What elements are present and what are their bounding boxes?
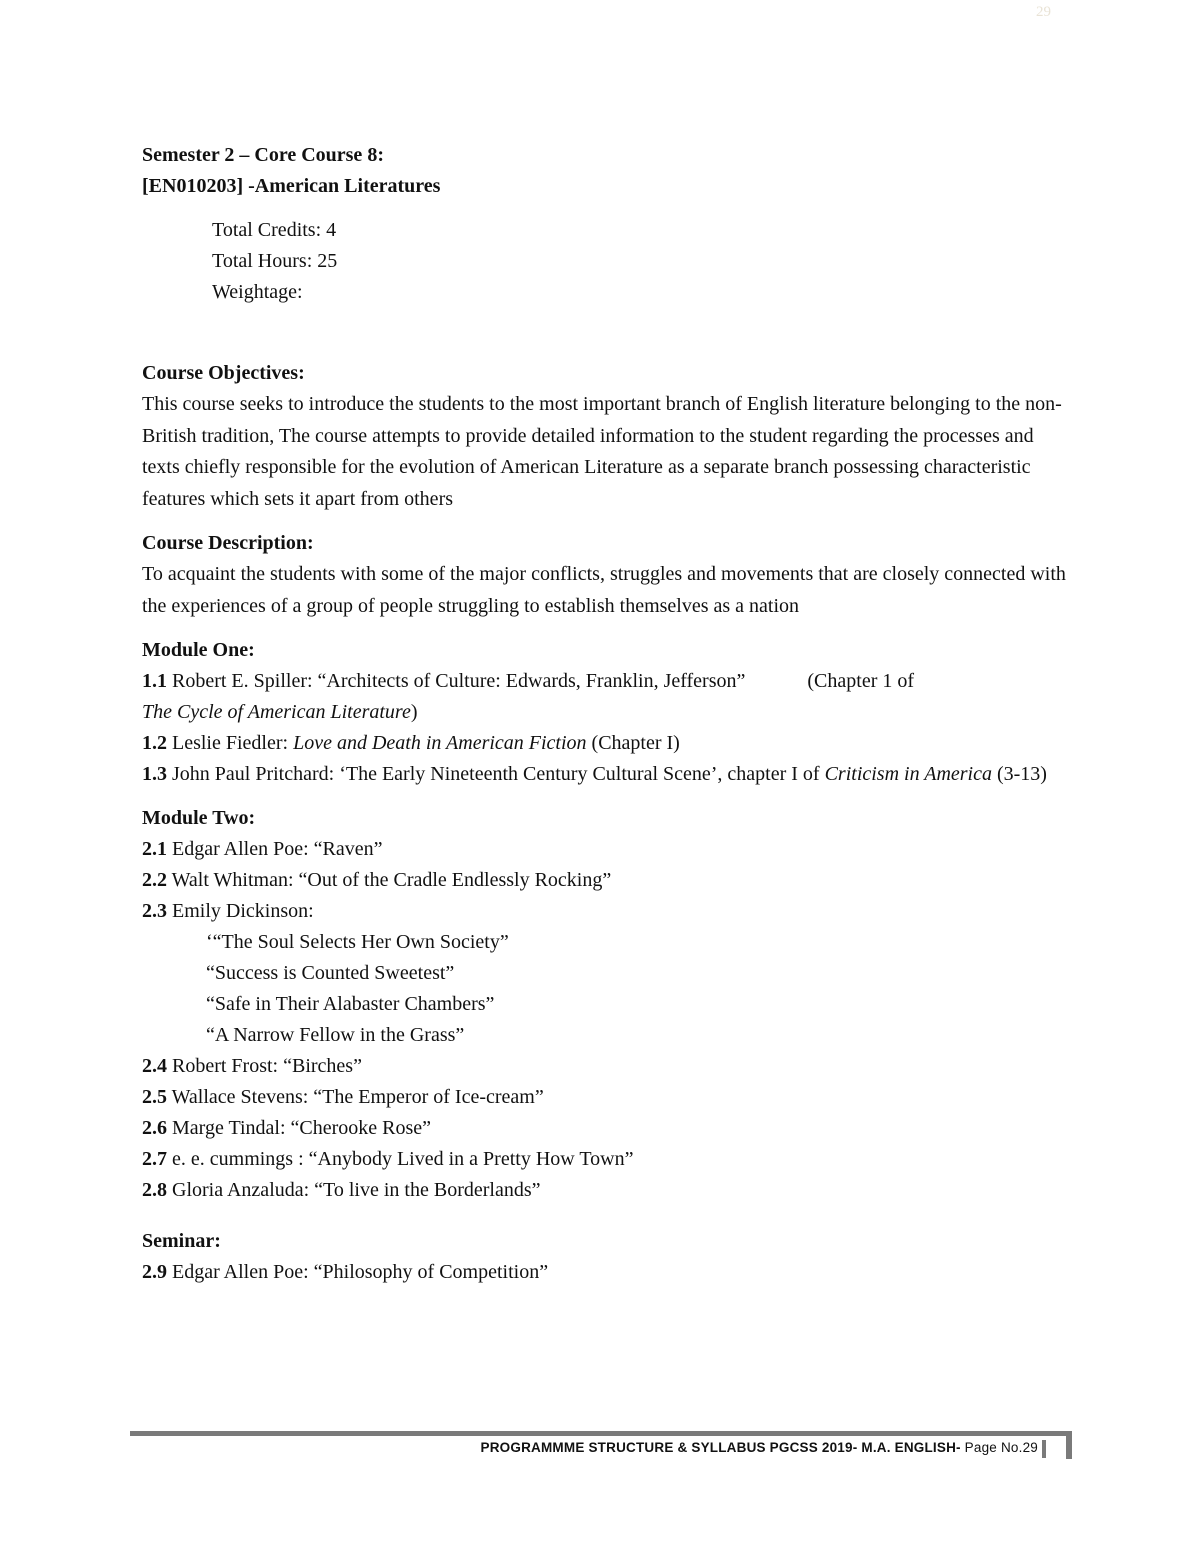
item-number: 2.6 bbox=[142, 1117, 167, 1139]
module-item bbox=[142, 1257, 1072, 1288]
item-number: 2.4 bbox=[142, 1055, 167, 1077]
module-two-title: Module Two: bbox=[142, 807, 256, 829]
module-item bbox=[142, 865, 1072, 896]
item-number: 2.5 bbox=[142, 1086, 167, 1108]
item-text: Edgar Allen Poe: “Raven” bbox=[167, 838, 383, 860]
module-item bbox=[142, 834, 1072, 865]
item-tail: (Chapter I) bbox=[586, 732, 680, 754]
poem-title: “Safe in Their Alabaster Chambers” bbox=[206, 993, 495, 1015]
objectives-title: Course Objectives: bbox=[142, 362, 305, 384]
module-item bbox=[142, 1082, 1072, 1113]
item-number: 2.1 bbox=[142, 838, 167, 860]
item-text: Marge Tindal: “Cherooke Rose” bbox=[167, 1117, 432, 1139]
item-text: Edgar Allen Poe: “Philosophy of Competition” bbox=[167, 1261, 549, 1283]
objectives-text: This course seeks to introduce the students to the most important branch of English literature belonging to the non- British tradition, The course attempts to provide detailed information to the student regarding the processes and texts chiefly responsible for the evolution of American Literature as a separate branch possessing characteristic features which sets it apart from others bbox=[142, 393, 1062, 510]
module-item bbox=[142, 1175, 1072, 1206]
syllabus-content bbox=[142, 140, 1072, 1288]
poem-title: ‘“The Soul Selects Her Own Society” bbox=[206, 931, 509, 953]
item-text: Robert Frost: “Birches” bbox=[167, 1055, 362, 1077]
item-text: Walt Whitman: “Out of the Cradle Endlessly Rocking” bbox=[167, 869, 612, 891]
item-tail: ) bbox=[410, 701, 418, 723]
item-number: 2.7 bbox=[142, 1148, 167, 1170]
module-item bbox=[142, 896, 1072, 927]
module-item bbox=[142, 728, 1072, 759]
footer-label: PROGRAMMME STRUCTURE & SYLLABUS PGCSS 2019- M.A. ENGLISH- bbox=[480, 1440, 961, 1455]
course-code-title: [EN010203] -American Literatures bbox=[142, 175, 441, 197]
item-number: 2.9 bbox=[142, 1261, 167, 1283]
footer-text bbox=[481, 1440, 1038, 1455]
module-item bbox=[142, 1051, 1072, 1082]
footer-page-number: Page No.29 bbox=[960, 1440, 1038, 1455]
total-hours: Total Hours: 25 bbox=[212, 250, 338, 272]
chapter-ref: (Chapter 1 of bbox=[807, 670, 915, 692]
description-text: To acquaint the students with some of the major conflicts, struggles and movements that are closely connected with the experiences of a group of people struggling to establish themselves as a nation bbox=[142, 563, 1066, 617]
poem-title: “Success is Counted Sweetest” bbox=[206, 962, 455, 984]
page-corner-number: 29 bbox=[1036, 4, 1051, 20]
item-text: Emily Dickinson: bbox=[167, 900, 314, 922]
item-text: Wallace Stevens: “The Emperor of Ice-cream” bbox=[167, 1086, 544, 1108]
item-number: 2.3 bbox=[142, 900, 167, 922]
module-one-title: Module One: bbox=[142, 639, 255, 661]
footer-page-marker bbox=[1042, 1440, 1046, 1458]
module-item bbox=[142, 1144, 1072, 1175]
weightage: Weightage: bbox=[212, 281, 303, 303]
book-title: The Cycle of American Literature bbox=[142, 701, 411, 723]
item-number: 2.8 bbox=[142, 1179, 167, 1201]
item-number: 1.2 bbox=[142, 732, 167, 754]
book-title: Love and Death in American Fiction bbox=[293, 732, 587, 754]
description-title: Course Description: bbox=[142, 532, 314, 554]
seminar-title: Seminar: bbox=[142, 1230, 221, 1252]
item-number: 1.1 bbox=[142, 670, 167, 692]
total-credits: Total Credits: 4 bbox=[212, 219, 337, 241]
item-tail: (3-13) bbox=[991, 763, 1047, 785]
footer-rule bbox=[130, 1431, 1072, 1436]
item-text: Gloria Anzaluda: “To live in the Borderlands” bbox=[167, 1179, 541, 1201]
item-number: 1.3 bbox=[142, 763, 167, 785]
course-heading: Semester 2 – Core Course 8: bbox=[142, 144, 384, 166]
module-item bbox=[142, 759, 1072, 790]
item-text: John Paul Pritchard: ‘The Early Nineteenth Century Cultural Scene’, chapter I of bbox=[167, 763, 825, 785]
poem-title: “A Narrow Fellow in the Grass” bbox=[206, 1024, 465, 1046]
item-text: Leslie Fiedler: bbox=[167, 732, 294, 754]
module-item bbox=[142, 1113, 1072, 1144]
item-number: 2.2 bbox=[142, 869, 167, 891]
book-title: Criticism in America bbox=[824, 763, 992, 785]
item-text: e. e. cummings : “Anybody Lived in a Pretty How Town” bbox=[167, 1148, 634, 1170]
item-text: Robert E. Spiller: “Architects of Culture: Edwards, Franklin, Jefferson” bbox=[167, 670, 746, 692]
module-item bbox=[142, 666, 1072, 728]
footer-rule-tick bbox=[1066, 1431, 1072, 1459]
